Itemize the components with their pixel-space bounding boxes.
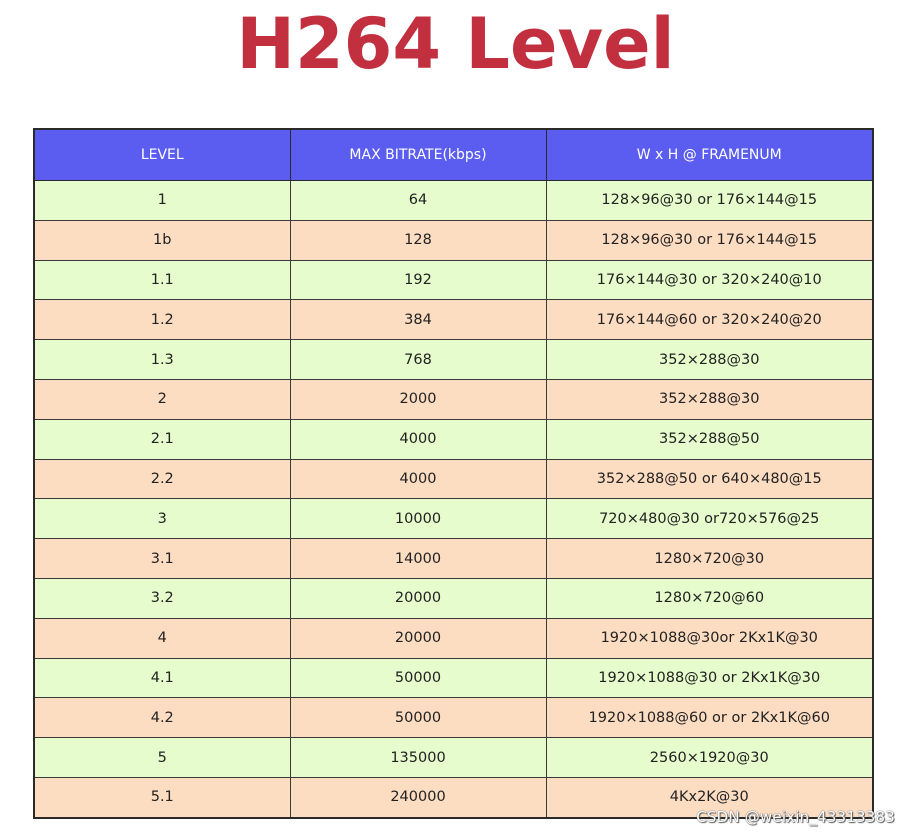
table-row xyxy=(34,658,873,698)
page-title: H264 Level xyxy=(236,3,675,85)
cell-resolution-framerate: 352×288@50 or 640×480@15 xyxy=(546,459,873,499)
table-row xyxy=(34,379,873,419)
cell-max-bitrate: 50000 xyxy=(290,698,546,738)
cell-resolution-framerate: 352×288@30 xyxy=(546,340,873,380)
table-row xyxy=(34,698,873,738)
cell-level: 4.1 xyxy=(34,658,290,698)
cell-resolution-framerate: 1280×720@30 xyxy=(546,539,873,579)
cell-level: 3 xyxy=(34,499,290,539)
cell-resolution-framerate: 1920×1088@30or 2Kx1K@30 xyxy=(546,618,873,658)
table-header-row xyxy=(34,129,873,181)
cell-resolution-framerate: 2560×1920@30 xyxy=(546,738,873,778)
cell-resolution-framerate: 352×288@50 xyxy=(546,419,873,459)
table-row xyxy=(34,459,873,499)
cell-resolution-framerate: 720×480@30 or720×576@25 xyxy=(546,499,873,539)
table-row xyxy=(34,539,873,579)
cell-max-bitrate: 128 xyxy=(290,220,546,260)
cell-resolution-framerate: 176×144@30 or 320×240@10 xyxy=(546,260,873,300)
table-row xyxy=(34,220,873,260)
cell-resolution-framerate: 1280×720@60 xyxy=(546,578,873,618)
cell-max-bitrate: 50000 xyxy=(290,658,546,698)
cell-max-bitrate: 20000 xyxy=(290,578,546,618)
cell-resolution-framerate: 176×144@60 or 320×240@20 xyxy=(546,300,873,340)
cell-level: 1b xyxy=(34,220,290,260)
cell-level: 2.2 xyxy=(34,459,290,499)
cell-level: 5.1 xyxy=(34,777,290,817)
table-row xyxy=(34,260,873,300)
cell-resolution-framerate: 4Kx2K@30 xyxy=(546,777,873,817)
cell-resolution-framerate: 128×96@30 or 176×144@15 xyxy=(546,181,873,221)
table-row xyxy=(34,300,873,340)
table-row xyxy=(34,618,873,658)
cell-max-bitrate: 2000 xyxy=(290,379,546,419)
cell-level: 3.2 xyxy=(34,578,290,618)
cell-max-bitrate: 192 xyxy=(290,260,546,300)
cell-max-bitrate: 4000 xyxy=(290,459,546,499)
table-row xyxy=(34,499,873,539)
cell-resolution-framerate: 1920×1088@30 or 2Kx1K@30 xyxy=(546,658,873,698)
cell-max-bitrate: 64 xyxy=(290,181,546,221)
cell-max-bitrate: 14000 xyxy=(290,539,546,579)
cell-resolution-framerate: 1920×1088@60 or or 2Kx1K@60 xyxy=(546,698,873,738)
cell-level: 2 xyxy=(34,379,290,419)
cell-level: 1.2 xyxy=(34,300,290,340)
cell-resolution-framerate: 128×96@30 or 176×144@15 xyxy=(546,220,873,260)
cell-level: 2.1 xyxy=(34,419,290,459)
cell-resolution-framerate: 352×288@30 xyxy=(546,379,873,419)
cell-level: 1 xyxy=(34,181,290,221)
header-max-bitrate: MAX BITRATE(kbps) xyxy=(290,129,546,181)
table-row xyxy=(34,340,873,380)
cell-max-bitrate: 135000 xyxy=(290,738,546,778)
table-row xyxy=(34,419,873,459)
cell-level: 5 xyxy=(34,738,290,778)
cell-level: 4.2 xyxy=(34,698,290,738)
cell-level: 4 xyxy=(34,618,290,658)
cell-max-bitrate: 240000 xyxy=(290,777,546,817)
cell-max-bitrate: 10000 xyxy=(290,499,546,539)
cell-level: 1.3 xyxy=(34,340,290,380)
cell-max-bitrate: 768 xyxy=(290,340,546,380)
table-row xyxy=(34,578,873,618)
cell-level: 1.1 xyxy=(34,260,290,300)
cell-max-bitrate: 384 xyxy=(290,300,546,340)
watermark: CSDN @weixin_43313383 xyxy=(696,808,895,826)
h264-level-table xyxy=(33,128,874,819)
cell-level: 3.1 xyxy=(34,539,290,579)
table-row xyxy=(34,738,873,778)
header-level: LEVEL xyxy=(34,129,290,181)
table-body xyxy=(34,181,873,818)
cell-max-bitrate: 4000 xyxy=(290,419,546,459)
header-resolution-framerate: W x H @ FRAMENUM xyxy=(546,129,873,181)
table-row xyxy=(34,181,873,221)
cell-max-bitrate: 20000 xyxy=(290,618,546,658)
